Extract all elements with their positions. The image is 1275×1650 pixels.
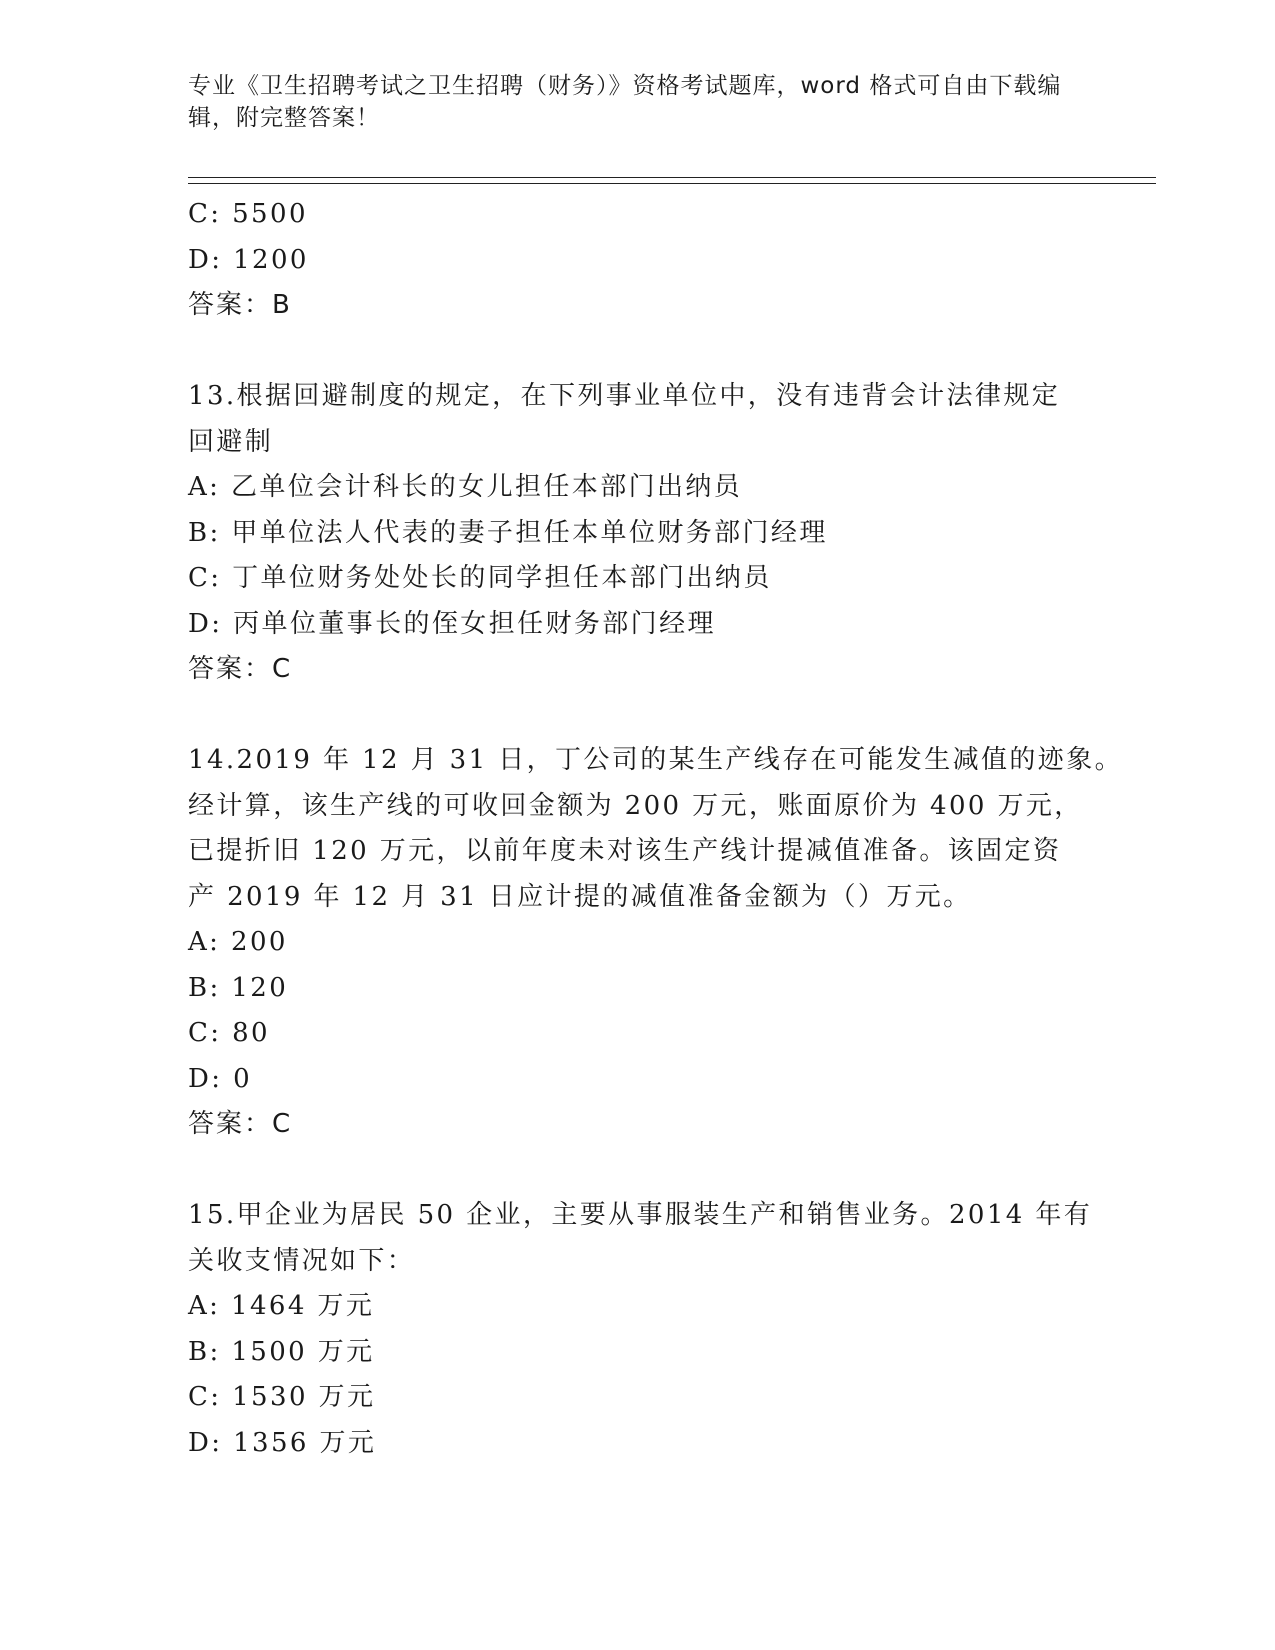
option-d: D: 0 [188, 1063, 253, 1094]
option-d: D: 1200 [188, 244, 309, 275]
spacer [188, 329, 1088, 375]
question-text-line: 15.甲企业为居民 50 企业，主要从事服装生产和销售业务。2014 年有 [188, 1200, 1093, 1230]
answer-label: 答案：B [188, 290, 292, 320]
option-a: A: 200 [188, 927, 288, 957]
option-d: D: 1356 万元 [188, 1427, 377, 1458]
question-text-line: 经计算，该生产线的可收回金额为 200 万元，账面原价为 400 万元， [188, 790, 1083, 821]
question-14 [188, 738, 1124, 1148]
question-text-line: 13.根据回避制度的规定，在下列事业单位中，没有违背会计法律规定 [188, 381, 1061, 411]
option-a: A: 1464 万元 [188, 1291, 375, 1321]
option-a: A: 乙单位会计科长的女儿担任本部门出纳员 [188, 472, 743, 502]
option-b: B: 120 [188, 972, 289, 1003]
question-text-line: 已提折旧 120 万元，以前年度未对该生产线计提减值准备。该固定资 [188, 836, 1062, 866]
header-divider-top [188, 177, 1156, 178]
question-13 [188, 374, 1088, 693]
question-list [188, 192, 1124, 1466]
question-text-line: 回避制 [188, 426, 274, 457]
question-12-tail [188, 192, 1088, 329]
option-c: C: 5500 [188, 199, 308, 229]
question-text-line: 产 2019 年 12 月 31 日应计提的减值准备金额为（）万元。 [188, 881, 972, 912]
header-title: 专业《卫生招聘考试之卫生招聘（财务）》资格考试题库，word 格式可自由下载编辑，附完整答案！ [188, 73, 1062, 131]
option-b: B: 1500 万元 [188, 1336, 375, 1367]
answer-label: 答案：C [188, 654, 293, 684]
option-b: B: 甲单位法人代表的妻子担任本单位财务部门经理 [188, 517, 828, 548]
question-text-line: 关收支情况如下： [188, 1245, 416, 1276]
option-c: C: 丁单位财务处处长的同学担任本部门出纳员 [188, 563, 772, 593]
option-c: C: 1530 万元 [188, 1382, 376, 1412]
option-d: D: 丙单位董事长的侄女担任财务部门经理 [188, 608, 716, 639]
spacer [188, 1148, 1088, 1194]
option-c: C: 80 [188, 1018, 271, 1048]
document-header [188, 70, 1088, 134]
spacer [188, 693, 1088, 739]
question-text-line: 14.2019 年 12 月 31 日，丁公司的某生产线存在可能发生减值的迹象。 [188, 745, 1124, 775]
answer-label: 答案：C [188, 1109, 293, 1139]
header-divider-bottom [188, 183, 1156, 184]
question-15 [188, 1193, 1093, 1466]
